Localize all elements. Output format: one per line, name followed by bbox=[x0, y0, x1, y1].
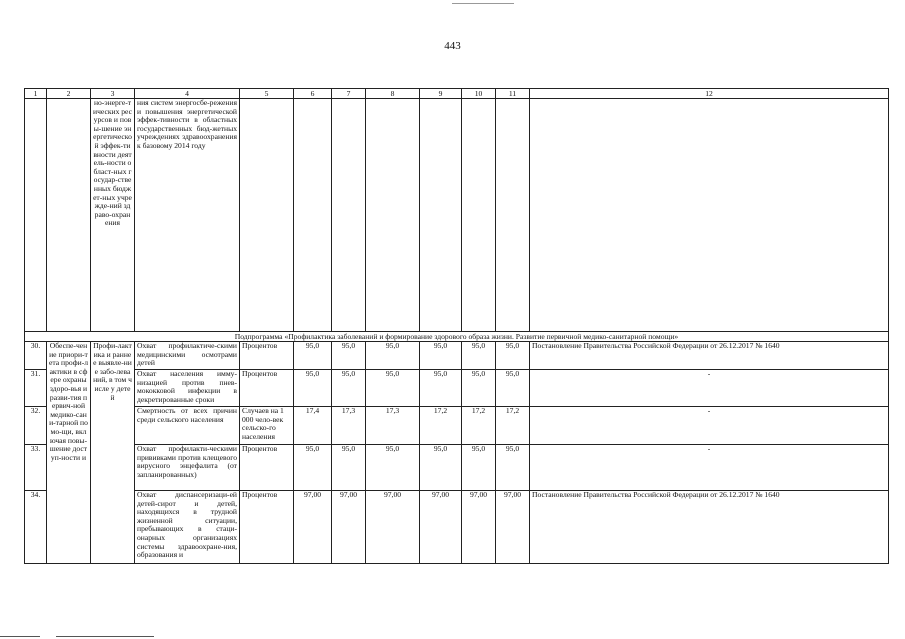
value-col-11: 97,00 bbox=[496, 491, 530, 564]
legal-basis: - bbox=[530, 370, 889, 407]
value-col-8: 95,0 bbox=[366, 342, 420, 370]
scan-artifact-top bbox=[452, 3, 514, 4]
legal-basis: Постановление Правительства Российской Федерации от 26.12.2017 № 1640 bbox=[530, 342, 889, 370]
value-col-6: 17,4 bbox=[294, 407, 332, 445]
value-col-11: 95,0 bbox=[496, 370, 530, 407]
header-col-8: 8 bbox=[366, 89, 420, 99]
value-col-7: 95,0 bbox=[332, 370, 366, 407]
table-row bbox=[25, 342, 889, 370]
legal-basis: - bbox=[530, 445, 889, 491]
subprogram-row bbox=[25, 332, 889, 342]
value-col-9: 95,0 bbox=[420, 370, 462, 407]
value-col-11: 95,0 bbox=[496, 342, 530, 370]
header-col-10: 10 bbox=[462, 89, 496, 99]
cell-empty bbox=[462, 99, 496, 332]
cell-empty bbox=[25, 99, 47, 332]
row-number: 32. bbox=[25, 407, 47, 445]
value-col-7: 17,3 bbox=[332, 407, 366, 445]
value-col-7: 95,0 bbox=[332, 445, 366, 491]
unit: Процентов bbox=[240, 342, 294, 370]
header-col-1: 1 bbox=[25, 89, 47, 99]
indicator-name: Охват профилактиче-скими медицинскими осмотрами детей bbox=[135, 342, 240, 370]
table-row bbox=[25, 407, 889, 445]
continuation-row bbox=[25, 99, 889, 332]
indicators-table bbox=[24, 88, 889, 564]
value-col-8: 95,0 bbox=[366, 445, 420, 491]
cell-empty bbox=[420, 99, 462, 332]
value-col-8: 97,00 bbox=[366, 491, 420, 564]
header-col-11: 11 bbox=[496, 89, 530, 99]
value-col-10: 95,0 bbox=[462, 445, 496, 491]
continuation-indicator-text: ния систем энергосбе-режения и повышения энергетической эффек-тивности в областных государственных бюд-жетных учреждениях здравоохранения к базовому 2014 году bbox=[135, 99, 240, 332]
value-col-11: 95,0 bbox=[496, 445, 530, 491]
continuation-task-text: но-энерге-тических ресурсов и повы-шение энергетической эффек-тивности деятель-ности област-ных государ-ственных бюджет-ных учрежде-ний здраво-охранения bbox=[91, 99, 135, 332]
cell-empty bbox=[530, 99, 889, 332]
value-col-11: 17,2 bbox=[496, 407, 530, 445]
cell-empty bbox=[366, 99, 420, 332]
value-col-10: 97,00 bbox=[462, 491, 496, 564]
value-col-10: 17,2 bbox=[462, 407, 496, 445]
unit: Процентов bbox=[240, 491, 294, 564]
table-row bbox=[25, 445, 889, 491]
legal-basis: Постановление Правительства Российской Федерации от 26.12.2017 № 1640 bbox=[530, 491, 889, 564]
indicator-name: Охват профилакти-ческими прививками против клещевого вирусного энцефалита (от запланированных) bbox=[135, 445, 240, 491]
value-col-9: 95,0 bbox=[420, 342, 462, 370]
header-col-4: 4 bbox=[135, 89, 240, 99]
header-row bbox=[25, 89, 889, 99]
indicator-name: Смертность от всех причин среди сельского населения bbox=[135, 407, 240, 445]
value-col-6: 95,0 bbox=[294, 445, 332, 491]
row-number: 30. bbox=[25, 342, 47, 370]
legal-basis: - bbox=[530, 407, 889, 445]
value-col-7: 97,00 bbox=[332, 491, 366, 564]
value-col-8: 17,3 bbox=[366, 407, 420, 445]
indicator-name: Охват населения имму-низацией против пнев-мококковой инфекции в декретированные сроки bbox=[135, 370, 240, 407]
header-col-5: 5 bbox=[240, 89, 294, 99]
value-col-6: 95,0 bbox=[294, 370, 332, 407]
unit: Процентов bbox=[240, 370, 294, 407]
subprogram-title: Подпрограмма «Профилактика заболеваний и формирование здорового образа жизни. Развитие первичной медико-санитарной помощи» bbox=[25, 332, 889, 342]
header-col-2: 2 bbox=[47, 89, 91, 99]
goal-text: Обеспе-чение приори-тета профи-лактики в сфере охраны здоро-вья и разви-тия первич-ной медико-сани-тарной помо-щи, включая повы-шение доступ-ности и bbox=[47, 342, 91, 564]
cell-empty bbox=[496, 99, 530, 332]
cell-empty bbox=[332, 99, 366, 332]
header-col-7: 7 bbox=[332, 89, 366, 99]
value-col-6: 97,00 bbox=[294, 491, 332, 564]
value-col-9: 97,00 bbox=[420, 491, 462, 564]
value-col-10: 95,0 bbox=[462, 370, 496, 407]
indicator-name: Охват диспансеризаци-ей детей-сирот и детей, находящихся в трудной жизненной ситуации, пребывающих в стаци-онарных организациях системы здравоохране-ния, образования и bbox=[135, 491, 240, 564]
header-col-3: 3 bbox=[91, 89, 135, 99]
row-number: 34. bbox=[25, 491, 47, 564]
header-col-6: 6 bbox=[294, 89, 332, 99]
header-col-9: 9 bbox=[420, 89, 462, 99]
value-col-6: 95,0 bbox=[294, 342, 332, 370]
value-col-7: 95,0 bbox=[332, 342, 366, 370]
value-col-10: 95,0 bbox=[462, 342, 496, 370]
value-col-9: 17,2 bbox=[420, 407, 462, 445]
row-number: 31. bbox=[25, 370, 47, 407]
cell-empty bbox=[47, 99, 91, 332]
unit: Случаев на 1 000 чело-век сельско-го населения bbox=[240, 407, 294, 445]
scan-artifact-bottom-left bbox=[0, 636, 40, 637]
scan-artifact-bottom-mid bbox=[56, 636, 154, 637]
cell-empty bbox=[294, 99, 332, 332]
cell-empty bbox=[240, 99, 294, 332]
value-col-8: 95,0 bbox=[366, 370, 420, 407]
value-col-9: 95,0 bbox=[420, 445, 462, 491]
row-number: 33. bbox=[25, 445, 47, 491]
unit: Процентов bbox=[240, 445, 294, 491]
table-row bbox=[25, 370, 889, 407]
page-number: 443 bbox=[444, 40, 461, 52]
header-col-12: 12 bbox=[530, 89, 889, 99]
task-text: Профи-лактика и раннее выявле-ние забо-леваний, в том числе у детей bbox=[91, 342, 135, 564]
table-row bbox=[25, 491, 889, 564]
